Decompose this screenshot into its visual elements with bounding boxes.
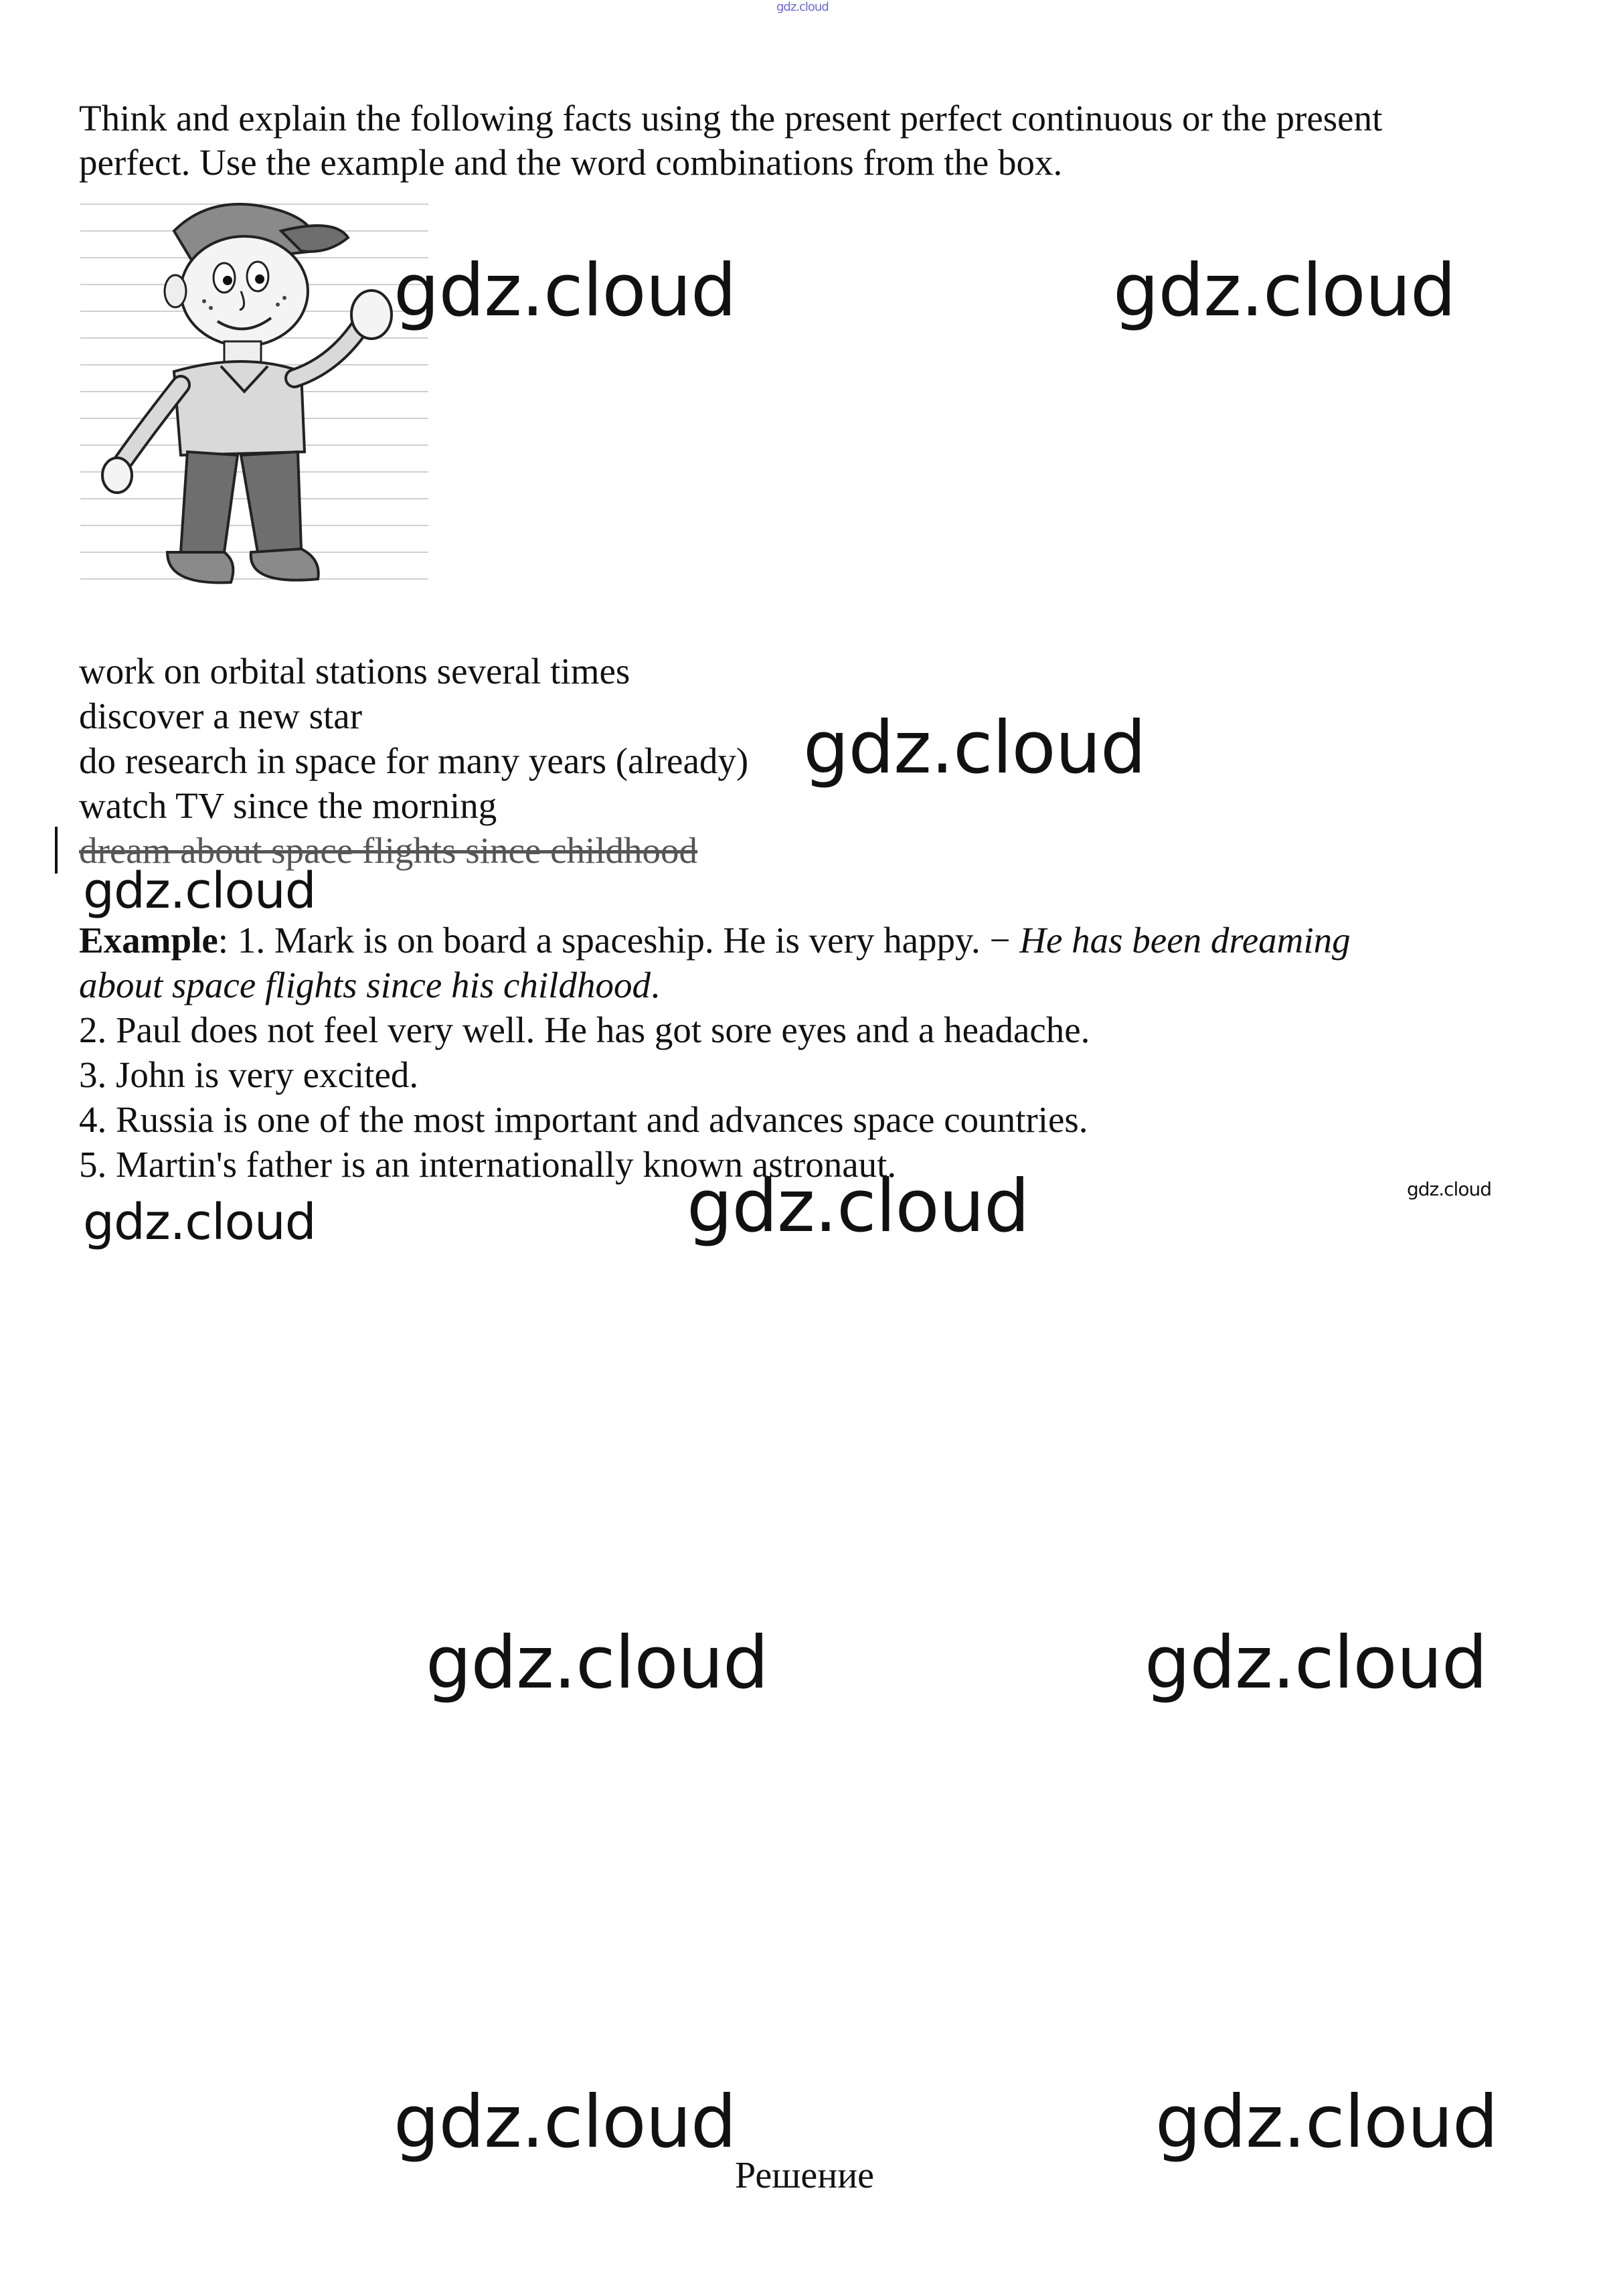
example-line-2 bbox=[79, 963, 660, 1007]
boy-illustration bbox=[80, 191, 428, 606]
watermark: gdz.cloud bbox=[803, 706, 1146, 790]
box-item: do research in space for many years (already) bbox=[79, 740, 749, 781]
watermark: gdz.cloud bbox=[426, 1621, 768, 1705]
task-item: 5. Martin's father is an internationally known astronaut. bbox=[79, 1144, 897, 1185]
watermark: gdz.cloud bbox=[1407, 1178, 1491, 1200]
text-cursor bbox=[55, 827, 58, 874]
instructions-line-1: Think and explain the following facts using the present perfect continuous or the present bbox=[79, 98, 1383, 139]
example-period: . bbox=[650, 965, 660, 1005]
example-label: Example bbox=[79, 920, 218, 961]
example-colon: : bbox=[218, 920, 229, 961]
box-item: watch TV since the morning bbox=[79, 785, 497, 826]
watermark: gdz.cloud bbox=[1113, 249, 1456, 333]
task-item: 4. Russia is one of the most important and advances space countries. bbox=[79, 1099, 1088, 1140]
box-item: discover a new star bbox=[79, 695, 363, 736]
header-watermark: gdz.cloud bbox=[776, 0, 829, 14]
example-answer-part-1: He has been dreaming bbox=[1019, 920, 1351, 961]
watermark: gdz.cloud bbox=[687, 1165, 1029, 1248]
task-item: 2. Paul does not feel very well. He has got sore eyes and a headache. bbox=[79, 1009, 1090, 1050]
example-answer-part-2: about space flights since his childhood bbox=[79, 965, 651, 1005]
example-sentence: 1. Mark is on board a spaceship. He is very happy. − bbox=[228, 920, 1020, 961]
box-item-used: dream about space flights since childhood bbox=[79, 830, 698, 871]
example-line-1 bbox=[79, 918, 1351, 963]
solution-label: Решение bbox=[734, 2155, 875, 2196]
watermark: gdz.cloud bbox=[1145, 1621, 1487, 1705]
instructions-line-2: perfect. Use the example and the word combinations from the box. bbox=[79, 142, 1063, 183]
task-item: 3. John is very excited. bbox=[79, 1054, 419, 1095]
watermark: gdz.cloud bbox=[83, 862, 316, 920]
watermark: gdz.cloud bbox=[83, 1194, 316, 1251]
watermark: gdz.cloud bbox=[1155, 2080, 1498, 2164]
watermark: gdz.cloud bbox=[394, 249, 736, 333]
box-item: work on orbital stations several times bbox=[79, 651, 630, 691]
watermark: gdz.cloud bbox=[394, 2080, 736, 2164]
